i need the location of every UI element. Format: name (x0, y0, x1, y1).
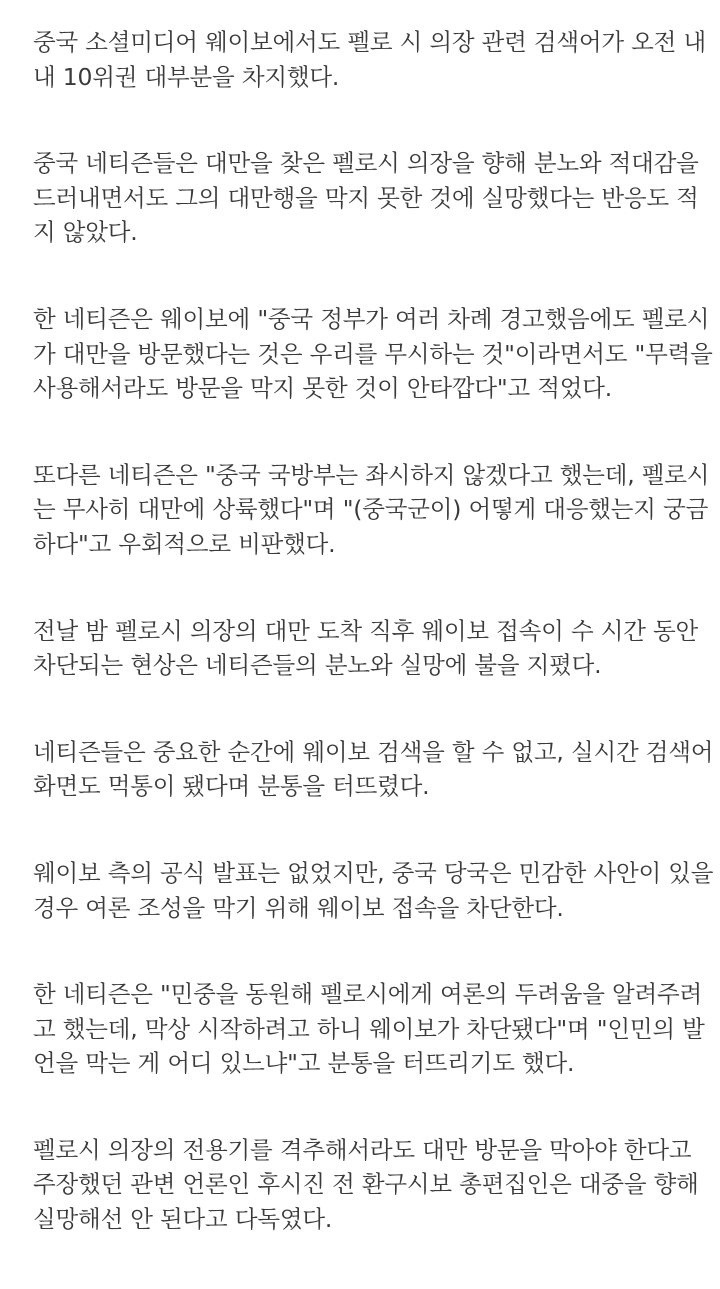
text-line: 가 대만을 방문했다는 것은 우리를 무시하는 것"이라면서도 "무력을 (33, 339, 713, 368)
text-line: 실망해선 안 된다고 다독였다. (33, 1205, 333, 1234)
text-line: 중국 소셜미디어 웨이보에서도 펠로 시 의장 관련 검색어가 오전 내 (33, 28, 706, 56)
text-line: 웨이보 측의 공식 발표는 없었지만, 중국 당국은 민감한 사안이 있을 (33, 858, 714, 887)
paragraph-4 (33, 458, 710, 562)
paragraph-7 (33, 856, 714, 925)
paragraph-2 (33, 146, 699, 250)
text-line: 전날 밤 펠로시 의장의 대만 도착 직후 웨이보 접속이 수 시간 동안 (33, 616, 698, 645)
text-line: 중국 네티즌들은 대만을 찾은 펠로시 의장을 향해 분노와 적대감을 (33, 149, 699, 178)
text-line: 화면도 먹통이 됐다며 분통을 터뜨렸다. (33, 772, 430, 801)
text-line: 고 했는데, 막상 시작하려고 하니 웨이보가 차단됐다"며 "인민의 발 (33, 1014, 705, 1043)
text-line: 경우 여론 조성을 막기 위해 웨이보 접속을 차단한다. (33, 893, 564, 922)
article-body (33, 25, 714, 1289)
paragraph-6 (33, 735, 714, 804)
text-line: 네티즌들은 중요한 순간에 웨이보 검색을 할 수 없고, 실시간 검색어 (33, 737, 714, 766)
text-line: 또다른 네티즌은 "중국 국방부는 좌시하지 않겠다고 했는데, 펠로시 (33, 460, 710, 489)
paragraph-3 (33, 302, 713, 406)
paragraph-8 (33, 977, 705, 1081)
text-line: 언을 막는 게 어디 있느냐"고 분통을 터뜨리기도 했다. (33, 1049, 575, 1078)
text-line: 내 10위권 대부분을 차지했다. (33, 62, 340, 91)
paragraph-5 (33, 614, 698, 683)
text-line: 지 않았다. (33, 218, 138, 247)
text-line: 주장했던 관변 언론인 후시진 전 환구시보 총편집인은 대중을 향해 (33, 1170, 699, 1199)
text-line: 차단되는 현상은 네티즌들의 분노와 실망에 불을 지폈다. (33, 651, 602, 680)
text-line: 한 네티즌은 "민중을 동원해 펠로시에게 여론의 두려움을 알려주려 (33, 980, 703, 1009)
text-line: 한 네티즌은 웨이보에 "중국 정부가 여러 차례 경고했음에도 펠로시 (33, 304, 710, 333)
paragraph-1 (33, 25, 706, 94)
text-line: 사용해서라도 방문을 막지 못한 것이 안타깝다"고 적었다. (33, 374, 613, 403)
text-line: 는 무사히 대만에 상륙했다"며 "(중국군이) 어떻게 대응했는지 궁금 (33, 495, 709, 524)
text-line: 드러내면서도 그의 대만행을 막지 못한 것에 실망했다는 반응도 적 (33, 183, 699, 212)
text-line: 하다"고 우회적으로 비판했다. (33, 529, 336, 558)
paragraph-9 (33, 1133, 699, 1237)
text-line: 펠로시 의장의 전용기를 격추해서라도 대만 방문을 막아야 한다고 (33, 1135, 692, 1164)
